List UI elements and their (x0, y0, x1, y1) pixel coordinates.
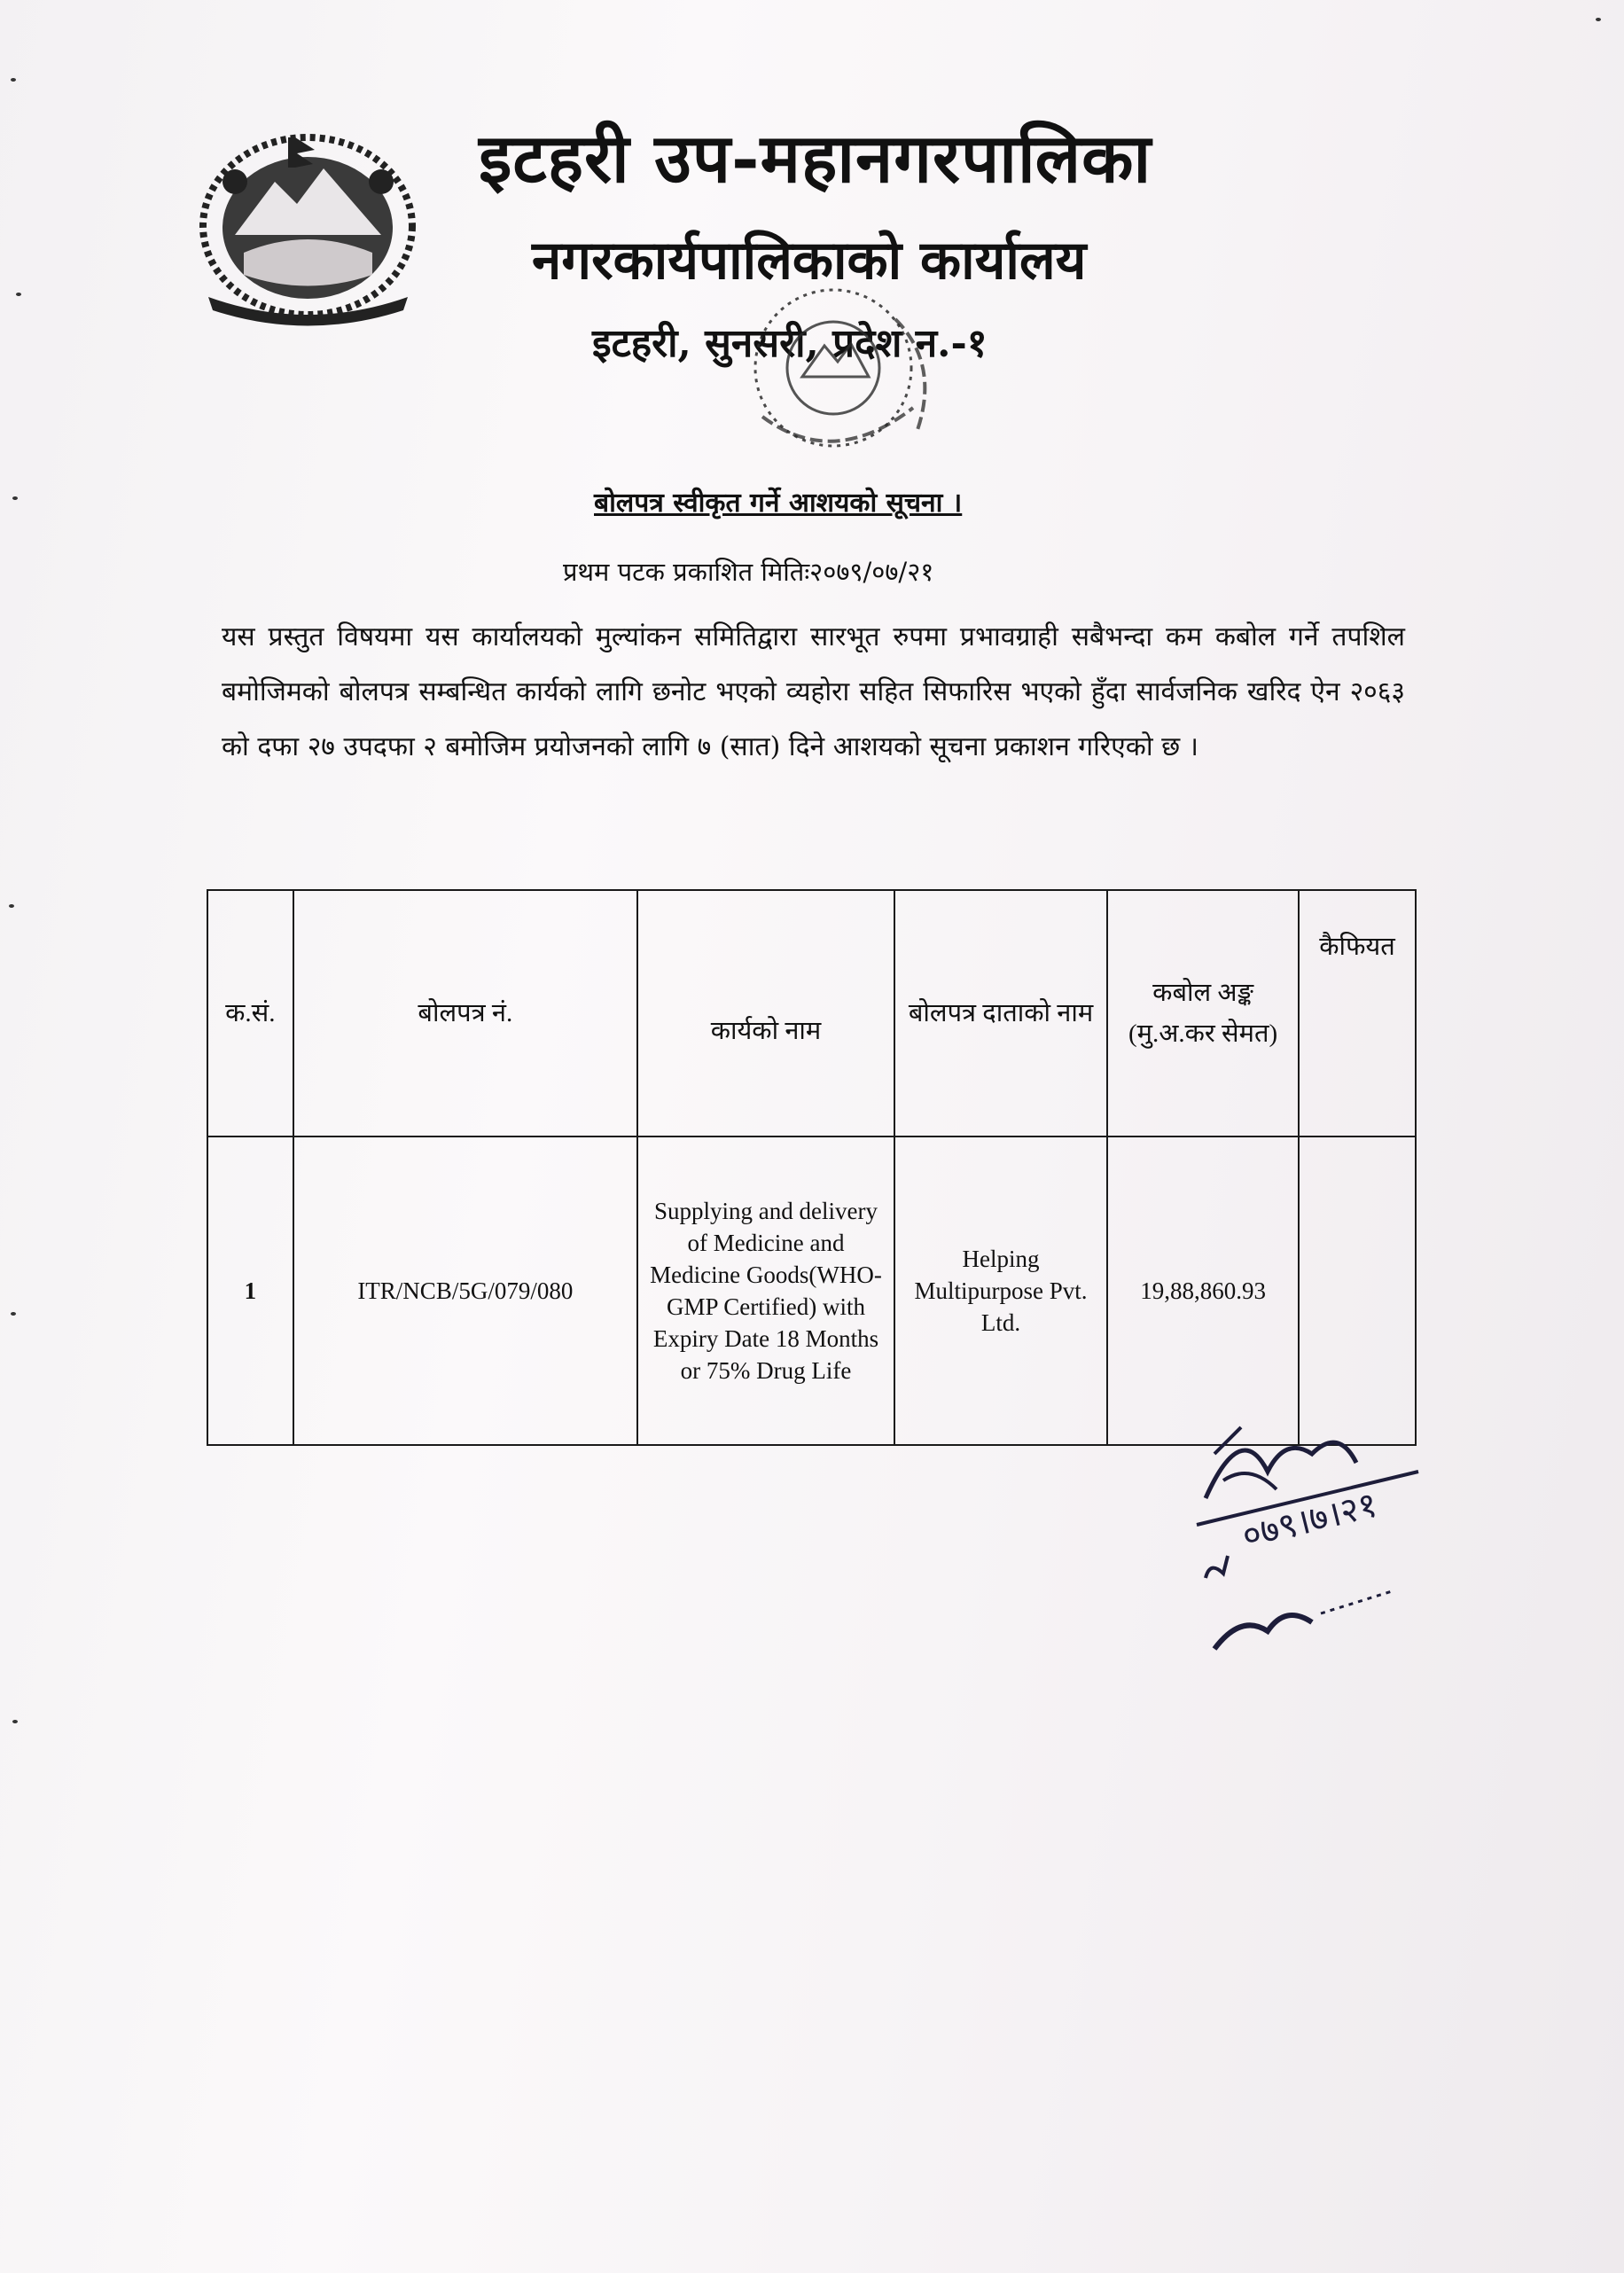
scan-speck (16, 293, 21, 296)
scan-speck (9, 904, 14, 908)
scan-speck (11, 78, 16, 82)
municipality-title: इटहरी उप-महानगरपालिका (479, 119, 1152, 198)
scan-speck (12, 496, 18, 500)
bid-table (207, 889, 1417, 1446)
row-bid-no: ITR/NCB/5G/079/080 (293, 1136, 637, 1445)
header-bid-no: बोलपत्र नं. (293, 890, 637, 1136)
office-title: नगरकार्यपालिकाको कार्यालय (532, 230, 1087, 292)
office-address: इटहरी, सुनसरी, प्रदेश न.-१ (592, 321, 988, 366)
row-bidder: Helping Multipurpose Pvt. Ltd. (894, 1136, 1107, 1445)
header-bidder: बोलपत्र दाताको नाम (894, 890, 1107, 1136)
scan-speck (11, 1312, 16, 1316)
nepal-emblem-icon (191, 120, 426, 328)
office-seal-icon (727, 284, 993, 488)
row-sn: 1 (207, 1136, 293, 1445)
publish-date: प्रथम पटक प्रकाशित मितिः२०७९/०७/२१ (563, 557, 934, 587)
notice-body: यस प्रस्तुत विषयमा यस कार्यालयको मुल्यांकन समितिद्वारा सारभूत रुपमा प्रभावग्राही सबैभन्दा कम कबोल गर्ने तपशिल बमोजिमको बोलपत्र सम्बन्धित कार्यको लागि छनोट भएको व्यहोरा सहित सिफारिस भएको हुँदा सार्वजनिक खरिद ऐन २०६३ को दफा २७ उपदफा २ बमोजिम प्रयोजनको लागि ७ (सात) दिने आशयको सूचना प्रकाशन गरिएको छ । (222, 621, 1405, 762)
header-sn: क.सं. (207, 890, 293, 1136)
scan-speck (1596, 18, 1601, 21)
row-remarks (1299, 1136, 1416, 1445)
row-work-name: Supplying and delivery of Medicine and Medicine Goods(WHO-GMP Certified) with Expiry Date 18 Months or 75% Drug Life (637, 1136, 894, 1445)
header-remarks: कैफियत (1299, 890, 1416, 1136)
row-amount: 19,88,860.93 (1107, 1136, 1299, 1445)
signature-date: ०७९।७।२१ (1238, 1484, 1382, 1558)
scan-speck (12, 1720, 18, 1723)
notice-subject: बोलपत्र स्वीकृत गर्ने आशयको सूचना । (594, 488, 963, 519)
table-header-row (207, 890, 1416, 1136)
table-row (207, 1136, 1416, 1445)
header-work-name: कार्यको नाम (637, 890, 894, 1136)
header-amount: कबोल अङ्क (मु.अ.कर सेमत) (1107, 890, 1299, 1136)
